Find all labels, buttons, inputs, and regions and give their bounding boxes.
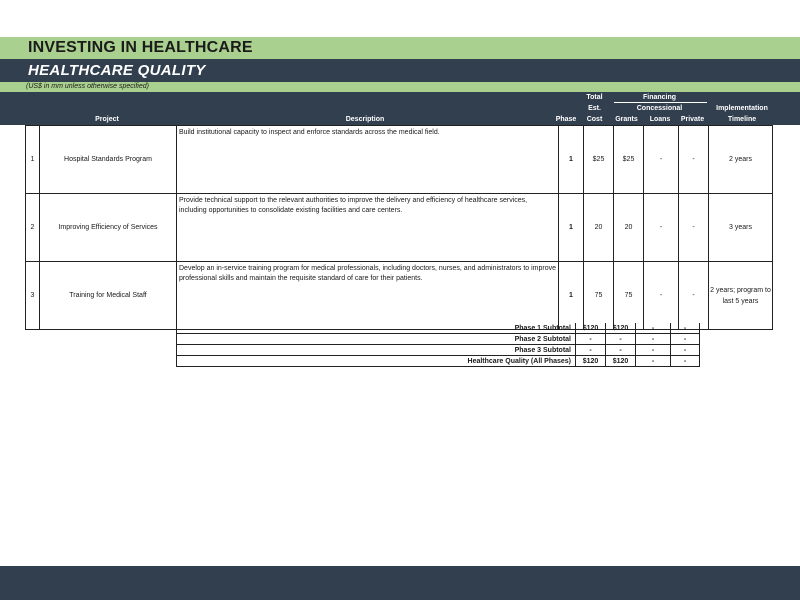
col-total-line3: Cost [586,116,603,123]
col-grants: Grants [615,116,638,123]
table-row [26,126,773,194]
financing-rule [614,102,707,103]
subtotal-grants: - [606,345,636,356]
grand-total-row [177,356,700,367]
project-loans: - [644,194,679,262]
project-timeline: 2 years; program to last 5 years [709,262,773,330]
col-financing: Financing [642,94,677,101]
table-row [26,262,773,330]
grand-total-grants: $120 [606,356,636,367]
project-description: Develop an in-service training program for medical professionals, including doctors, nurses, and administrators to improve professional skills and maintain the requisite standard of care for their patients. [177,262,559,330]
project-grants: $25 [614,126,644,194]
subtotal-loans: - [636,323,671,334]
row-number: 2 [26,194,40,262]
subtotal-loans: - [636,345,671,356]
table-row [26,194,773,262]
row-number: 1 [26,126,40,194]
subtotals-table [176,323,700,367]
project-private: - [679,262,709,330]
grand-total-cost: $120 [576,356,606,367]
col-timeline-line1: Implementation [716,105,768,112]
subtotal-label: Phase 1 Subtotal [177,323,576,334]
project-total-cost: $25 [584,126,614,194]
col-project: Project [95,116,119,123]
subtotal-row [177,323,700,334]
project-description: Build institutional capacity to inspect and enforce standards across the medical field. [177,126,559,194]
project-timeline: 2 years [709,126,773,194]
section-title: HEALTHCARE QUALITY [28,62,206,79]
col-concessional: Concessional [636,105,683,112]
subtotal-private: - [671,323,700,334]
project-name: Hospital Standards Program [40,126,177,194]
page-title: INVESTING IN HEALTHCARE [28,39,253,56]
subtotal-label: Phase 2 Subtotal [177,334,576,345]
project-grants: 20 [614,194,644,262]
subtotal-total: $120 [576,323,606,334]
grand-total-label: Healthcare Quality (All Phases) [177,356,576,367]
grand-total-private: - [671,356,700,367]
col-timeline-line2: Timeline [727,116,757,123]
col-total-line1: Total [586,94,603,101]
row-number: 3 [26,262,40,330]
projects-table [25,125,773,330]
units-note: (US$ in mm unless otherwise specified) [26,83,149,90]
project-name: Training for Medical Staff [40,262,177,330]
project-loans: - [644,126,679,194]
project-phase: 1 [559,194,584,262]
col-loans: Loans [649,116,671,123]
project-loans: - [644,262,679,330]
subtotal-grants: $120 [606,323,636,334]
subtotal-loans: - [636,334,671,345]
subtotal-row [177,334,700,345]
subtotal-private: - [671,334,700,345]
table-header [0,92,800,125]
subtotal-grants: - [606,334,636,345]
project-grants: 75 [614,262,644,330]
col-private: Private [680,116,705,123]
project-private: - [679,194,709,262]
project-name: Improving Efficiency of Services [40,194,177,262]
subtotal-private: - [671,345,700,356]
project-phase: 1 [559,126,584,194]
subtotal-total: - [576,334,606,345]
grand-total-loans: - [636,356,671,367]
project-total-cost: 75 [584,262,614,330]
col-description: Description [345,116,385,123]
subtotal-total: - [576,345,606,356]
subtotal-label: Phase 3 Subtotal [177,345,576,356]
project-total-cost: 20 [584,194,614,262]
project-timeline: 3 years [709,194,773,262]
project-private: - [679,126,709,194]
col-phase: Phase [555,116,577,123]
footer-band [0,566,800,600]
project-phase: 1 [559,262,584,330]
col-total-line2: Est. [588,105,601,112]
subtotal-row [177,345,700,356]
project-description: Provide technical support to the relevant authorities to improve the delivery and efficiency of healthcare services, including opportunities to consolidate existing facilities and care centers. [177,194,559,262]
